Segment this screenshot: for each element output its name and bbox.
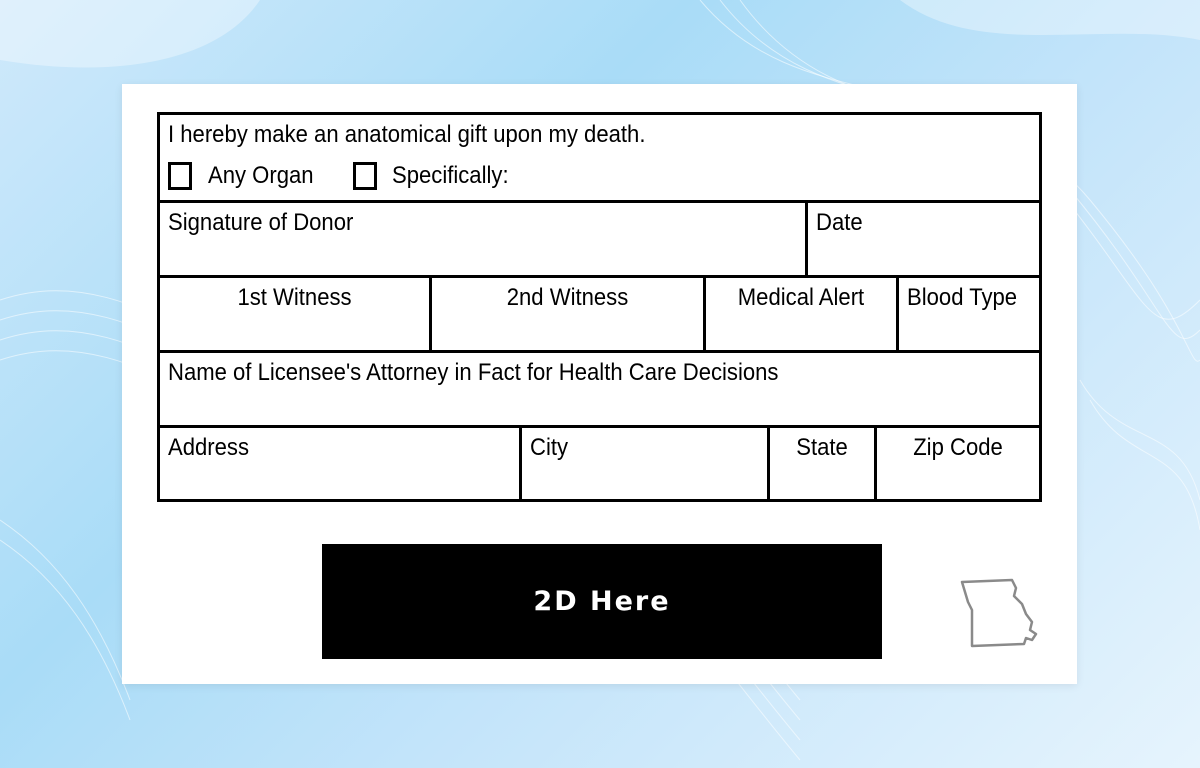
state-label: State xyxy=(796,434,848,461)
medical-alert-label: Medical Alert xyxy=(737,284,865,311)
medical-alert-cell[interactable] xyxy=(706,278,899,350)
second-witness-label: 2nd Witness xyxy=(506,284,629,311)
city-label: City xyxy=(530,434,569,461)
signature-label: Signature of Donor xyxy=(168,209,354,236)
first-witness-cell[interactable] xyxy=(160,278,432,350)
address-label: Address xyxy=(168,434,250,461)
city-cell[interactable] xyxy=(522,428,770,499)
any-organ-label: Any Organ xyxy=(208,162,314,189)
state-cell[interactable] xyxy=(770,428,877,499)
zip-code-cell[interactable] xyxy=(877,428,1039,499)
2d-barcode-placeholder xyxy=(322,544,882,659)
witness-row xyxy=(160,278,1039,353)
date-label: Date xyxy=(816,209,863,236)
signature-cell[interactable] xyxy=(160,203,808,275)
blood-type-cell[interactable] xyxy=(899,278,1039,350)
first-witness-label: 1st Witness xyxy=(237,284,352,311)
blood-type-label: Blood Type xyxy=(907,284,1018,311)
gift-statement: I hereby make an anatomical gift upon my death. xyxy=(168,121,646,148)
specifically-checkbox[interactable] xyxy=(353,162,377,190)
any-organ-checkbox[interactable] xyxy=(168,162,192,190)
gift-row xyxy=(160,115,1039,203)
date-cell[interactable] xyxy=(808,203,1039,275)
missouri-outline-icon xyxy=(960,574,1040,649)
second-witness-cell[interactable] xyxy=(432,278,706,350)
attorney-label: Name of Licensee's Attorney in Fact for Health Care Decisions xyxy=(168,359,779,386)
address-row xyxy=(160,428,1039,499)
donor-form xyxy=(157,112,1042,502)
zip-code-label: Zip Code xyxy=(913,434,1003,461)
address-cell[interactable] xyxy=(160,428,522,499)
specifically-label: Specifically: xyxy=(392,162,509,189)
barcode-label: 2D Here xyxy=(533,586,671,617)
signature-row xyxy=(160,203,1039,278)
id-card-back xyxy=(122,84,1077,684)
attorney-row[interactable] xyxy=(160,353,1039,428)
